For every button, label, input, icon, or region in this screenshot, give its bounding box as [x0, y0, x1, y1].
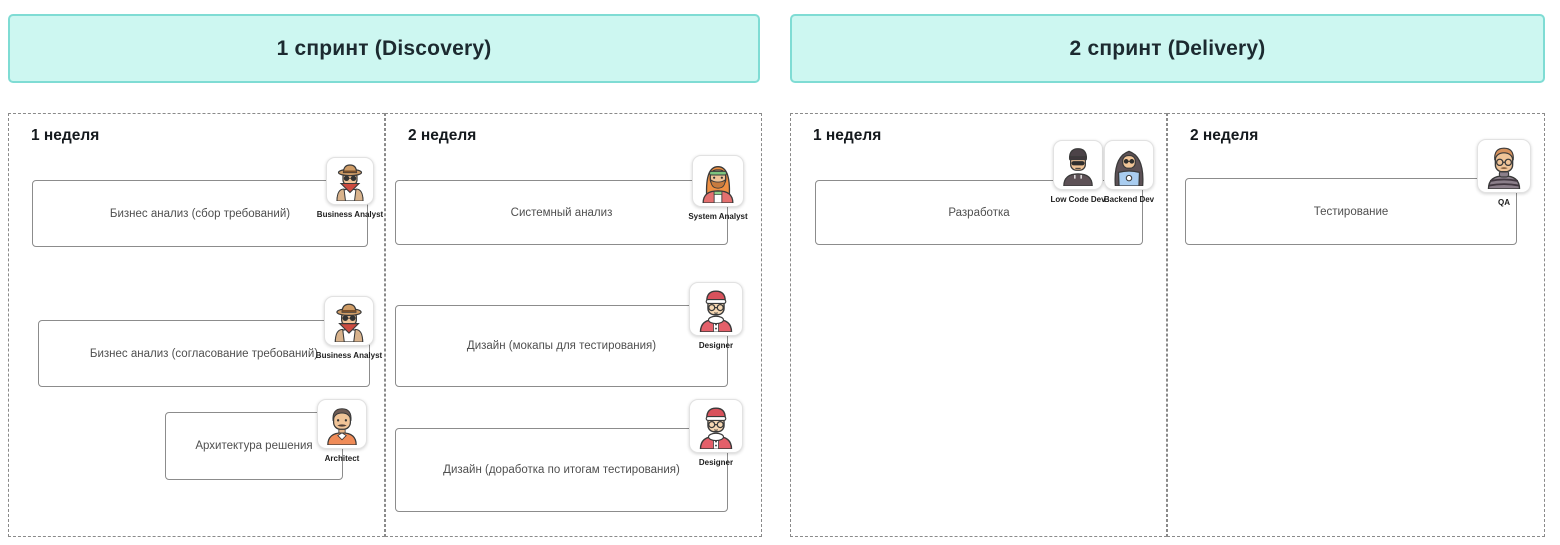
assignee-designer[interactable]: [676, 399, 756, 467]
cowboy-avatar-icon: [330, 161, 370, 201]
avatar-card[interactable]: [689, 282, 743, 336]
granny-avatar-icon: [693, 286, 739, 332]
cowboy-avatar-icon: [328, 300, 370, 342]
task-label: Архитектура решения: [195, 440, 313, 452]
task-label: Бизнес анализ (сбор требований): [109, 207, 291, 220]
assignee-backend-dev[interactable]: [1089, 140, 1169, 204]
task-label: Дизайн (мокапы для тестирования): [466, 340, 657, 352]
assignee-business-analyst[interactable]: [309, 296, 389, 360]
assignee-system-analyst[interactable]: [678, 155, 758, 221]
assignee-role-label: QA: [1498, 198, 1510, 207]
avatar-card[interactable]: [317, 399, 367, 449]
task-label: Тестирование: [1313, 205, 1389, 218]
granny-avatar-icon: [693, 403, 739, 449]
assignee-role-label: Architect: [324, 454, 360, 463]
week-label: 1 неделя: [31, 127, 100, 144]
sprint-1-title: 1 спринт (Discovery): [276, 36, 492, 60]
avatar-card[interactable]: [689, 399, 743, 453]
hippie-avatar-icon: [696, 159, 740, 203]
mustache-man-avatar-icon: [321, 403, 363, 445]
sprint-2-title: 2 спринт (Delivery): [1069, 36, 1266, 60]
avatar-card[interactable]: [1477, 139, 1531, 193]
assignee-role-label: Designer: [698, 341, 734, 350]
glasses-mustache-avatar-icon: [1481, 143, 1527, 189]
assignee-role-label: Low Code Dev: [1050, 195, 1106, 204]
task-label: Дизайн (доработка по итогам тестирования): [443, 464, 680, 476]
task-label: Бизнес анализ (согласование требований): [89, 347, 319, 360]
avatar-card[interactable]: [326, 157, 374, 205]
week-label: 2 неделя: [1190, 127, 1259, 144]
assignee-business-analyst[interactable]: [310, 157, 390, 219]
assignee-qa[interactable]: [1464, 139, 1544, 207]
sprint-2-delivery-header[interactable]: [790, 14, 1545, 83]
assignee-role-label: Designer: [698, 458, 734, 467]
sprint-1-discovery-header[interactable]: [8, 14, 760, 83]
task-label: Системный анализ: [510, 206, 613, 219]
hooded-laptop-dev-avatar-icon: [1108, 144, 1150, 186]
assignee-role-label: Business Analyst: [315, 351, 383, 360]
week-label: 1 неделя: [813, 127, 882, 144]
week-label: 2 неделя: [408, 127, 477, 144]
assignee-designer[interactable]: [676, 282, 756, 350]
avatar-card[interactable]: [1104, 140, 1154, 190]
avatar-card[interactable]: [324, 296, 374, 346]
assignee-architect[interactable]: [302, 399, 382, 463]
task-label: Разработка: [948, 206, 1010, 219]
assignee-role-label: Business Analyst: [316, 210, 384, 219]
assignee-role-label: System Analyst: [688, 212, 748, 221]
avatar-card[interactable]: [692, 155, 744, 207]
assignee-role-label: Backend Dev: [1103, 195, 1155, 204]
